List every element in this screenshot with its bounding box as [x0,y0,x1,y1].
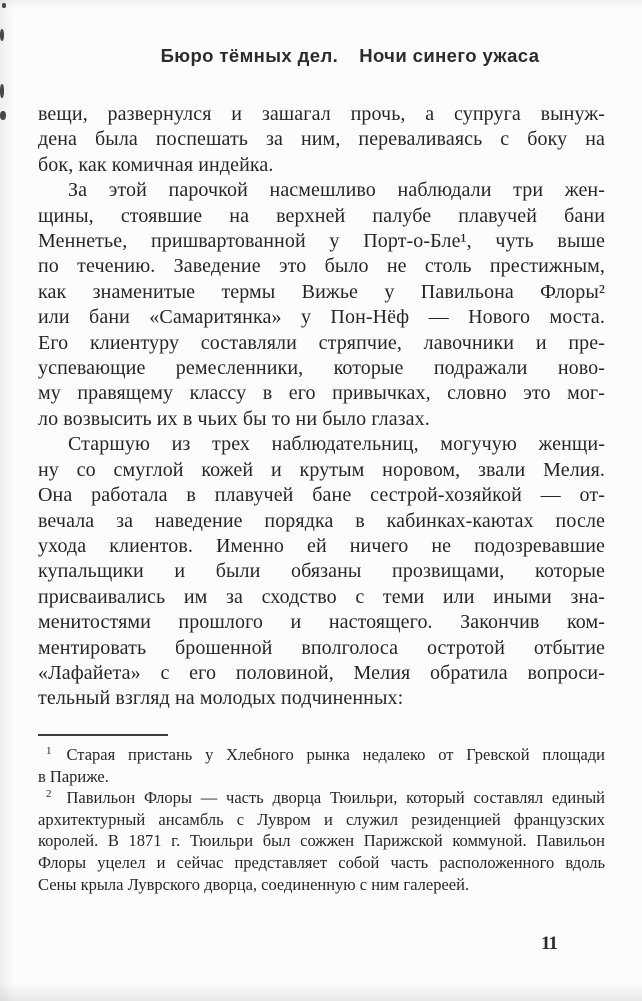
scan-artifact [0,29,4,41]
page-number: 11 [541,933,557,954]
text-line: «Лафайета» с его половиной, Мелия обратила вопроси- [38,661,605,684]
footnote-line: в Париже. [38,766,109,786]
header-book-title: Бюро тёмных дел. [160,45,339,66]
text-line: купальщики и были обязаны прозвищами, которые [38,560,605,583]
text-line: или бани «Самаритянка» у Пон-Нёф — Нового моста. [38,306,605,329]
footnote-line: королей. В 1871 г. Тюильри был сожжен Парижской коммуной. Павильон [38,831,605,851]
scan-shading-left [0,0,14,1001]
text-line: бок, как комичная индейка. [38,153,274,176]
text-line: му правящему классу в его привычках, словно это мог- [38,382,605,405]
header-chapter-title: Ночи синего ужаса [359,45,540,66]
footnote-line: архитектурный ансамбль с Лувром и служил резиденцией французских [38,809,605,829]
text-line: тельный взгляд на молодых подчиненных: [38,687,404,710]
text-line: Его клиентуру составляли стряпчие, лавочники и пре- [38,331,605,354]
text-line: ментировать брошенной вполголоса остротой отбытие [38,636,605,659]
text-line: вечала за наведение порядка в кабинках-каютах после [38,509,605,532]
footnote-marker: 1 [46,744,52,757]
text-line: Старшую из трех наблюдательниц, могучую женщи- [68,433,605,456]
text-line: щины, стоявшие на верхней палубе плавучей бани [38,204,605,227]
body-text [38,102,605,712]
scan-shading-bottom [0,983,642,1001]
footnote-line: Сены крыла Луврского дворца, соединенную с ним галереей. [38,874,470,894]
text-line: как знаменитые термы Вижье у Павильона Флоры² [38,280,605,303]
scan-shading-top [0,0,642,10]
text-line: Меннетье, пришвартованной у Порт-о-Бле¹, чуть выше [38,230,605,253]
text-line: менитостями прошлого и настоящего. Закончив ком- [38,611,605,634]
footnote-separator [38,734,168,736]
text-line: вещи, развернулся и зашагал прочь, а супруга вынуж- [38,103,605,125]
text-line: дена была поспешать за ним, переваливаясь с боку на [38,128,605,151]
footnote-marker: 2 [46,787,52,800]
text-line: по течению. Заведение это было не столь престижным, [38,255,605,278]
footnote-line: Флоры уцелел и сейчас представляет собой часть расположенного вдоль [38,852,605,872]
running-header [0,45,642,67]
footnote-line: $^1$ Старая пристань у Хлебного рынка недалеко от Гревской площади [46,744,605,764]
text-line: Она работала в плавучей бане сестрой-хозяйкой — от- [38,484,605,507]
footnote-line: $^2$ Павильон Флоры — часть дворца Тюильри, который составлял единый [46,787,605,808]
scan-artifact [2,3,6,8]
scan-artifact [0,84,4,98]
scan-artifact [0,111,6,120]
text-line: ло возвысить их в чьих бы то ни было глазах. [38,407,430,430]
text-line: За этой парочкой насмешливо наблюдали три жен- [68,179,605,202]
text-line: ухода клиентов. Именно ей ничего не подозревавшие [38,534,605,557]
text-line: присваивались им за сходство с теми или иными зна- [38,585,605,608]
footnotes [38,744,605,895]
text-line: ну со смуглой кожей и крутым норовом, звали Мелия. [38,458,605,481]
text-line: успевающие ремесленники, которые подражали ново- [38,357,605,380]
